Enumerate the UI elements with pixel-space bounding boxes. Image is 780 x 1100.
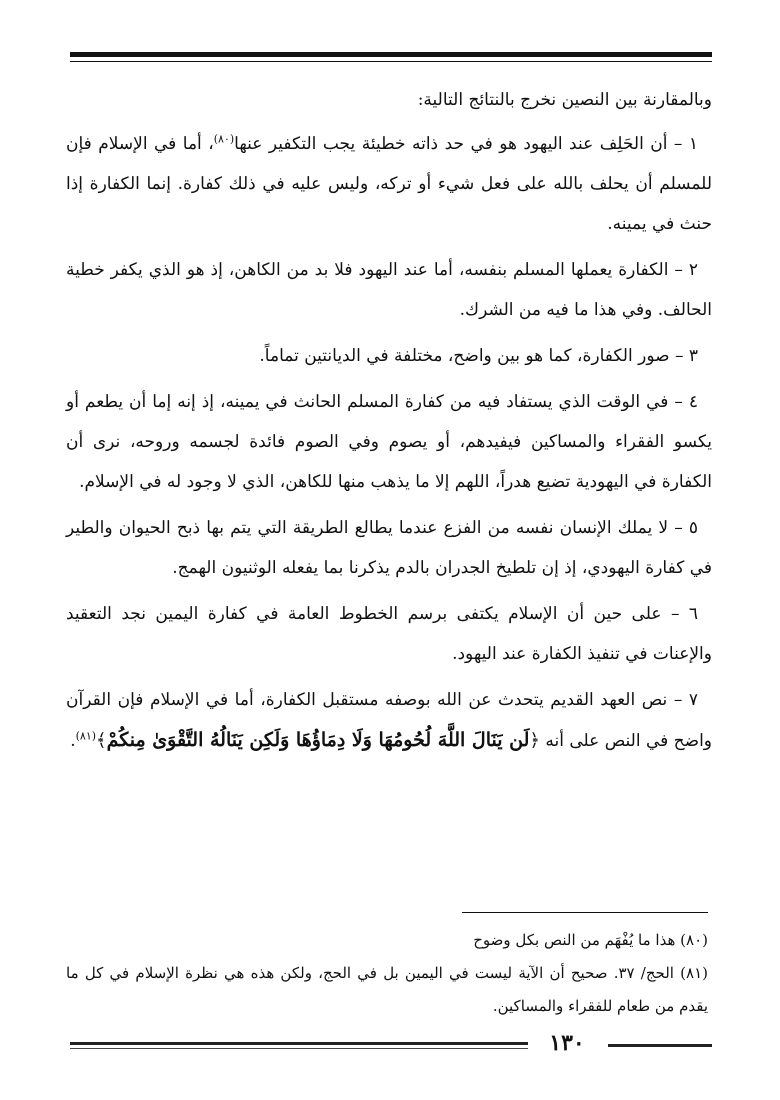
- footnote-81: (٨١) الحج/ ٣٧. صحيح أن الآية ليست في اليمين بل في الحج، ولكن هذه هي نظرة الإسلام في كل ما يقدم من طعام للفقراء والمساكين.: [66, 964, 709, 1015]
- quran-verse: لَن يَنَالَ اللَّهَ لُحُومُهَا وَلَا دِمَاؤُهَا وَلَكِن يَنَالُهُ التَّقْوَىٰ مِنكُمْ: [106, 729, 530, 751]
- quran-bracket-close: ﴾: [96, 730, 107, 751]
- point-text: في الوقت الذي يستفاد فيه من كفارة المسلم الحانث في يمينه، إذ إنه إما أن يطعم أو يكسو الفقراء والمساكين فيفيدهم، أو يصوم وفي الصوم فائدة لجسمه وروحه، نرى أن الكفارة في اليهودية تضيع هدراً، اللهم إلا ما يذهب منها للكاهن، الذي لا وجود له في الإسلام.: [66, 392, 712, 492]
- point-text: أن الحَلِف عند اليهود هو في حد ذاته خطيئة يجب التكفير عنها: [234, 134, 668, 154]
- point-number: ٣ –: [674, 346, 698, 366]
- footnote-separator: [462, 912, 708, 913]
- quran-bracket-open: ﴿: [529, 730, 540, 751]
- point-number: ٢ –: [674, 260, 698, 280]
- point-4: [66, 382, 712, 502]
- point-5: [66, 508, 712, 588]
- page-footer: [70, 1030, 712, 1060]
- point-number: ٥ –: [674, 518, 699, 538]
- footer-rule-thin: [70, 1048, 528, 1049]
- point-2: [66, 250, 712, 330]
- point-number: ٤ –: [674, 392, 698, 412]
- point-1: [66, 124, 712, 244]
- footnote-80: (٨٠) هذا ما يُفْهَم من النص بكل وضوح: [473, 931, 708, 949]
- point-6: [66, 594, 712, 674]
- point-text-end: .: [70, 731, 76, 751]
- point-text: نص العهد القديم يتحدث عن الله بوصفه مستقبل الكفارة، أما في الإسلام فإن القرآن واضح في النص على أنه: [66, 690, 712, 751]
- point-text: الكفارة يعملها المسلم بنفسه، أما عند اليهود فلا بد من الكاهن، إذ هو الذي يكفر خطية الحالف. وفي هذا ما فيه من الشرك.: [66, 260, 712, 320]
- point-number: ١ –: [673, 134, 699, 154]
- point-3: [66, 336, 712, 376]
- footer-rule-right: [608, 1044, 712, 1047]
- page-number: ١٣٠: [549, 1030, 585, 1056]
- point-text: على حين أن الإسلام يكتفى برسم الخطوط العامة في كفارة اليمين نجد التعقيد والإعنات في تنفيذ الكفارة عند اليهود.: [66, 604, 712, 664]
- footnote-ref: (٨١): [75, 729, 97, 743]
- header-rule-thin: [70, 61, 712, 62]
- point-7: [66, 680, 712, 761]
- point-text: صور الكفارة، كما هو بين واضح، مختلفة في الديانتين تماماً.: [259, 346, 670, 366]
- intro-line: وبالمقارنة بين النصين نخرج بالنتائج التالية:: [417, 90, 712, 110]
- main-text: [66, 80, 712, 761]
- footnotes: [66, 924, 708, 1023]
- point-text-cont: ، أما في الإسلام فإن للمسلم أن يحلف بالله على فعل شيء أو تركه، وليس عليه في ذلك كفارة. إنما الكفارة إذا حنث في يمينه.: [66, 134, 712, 234]
- point-number: ٦ –: [670, 604, 699, 624]
- point-text: لا يملك الإنسان نفسه من الفزع عندما يطالع الطريقة التي يتم بها ذبح الحيوان والطير في كفارة اليهودي، إذ إن تلطيخ الجدران بالدم يذكرنا بما يفعله الوثنيون الهمج.: [66, 518, 712, 578]
- footnote-ref: (٨٠): [213, 132, 235, 146]
- header-rule-thick: [70, 52, 712, 57]
- footer-rule: [70, 1042, 528, 1045]
- point-number: ٧ –: [673, 690, 699, 710]
